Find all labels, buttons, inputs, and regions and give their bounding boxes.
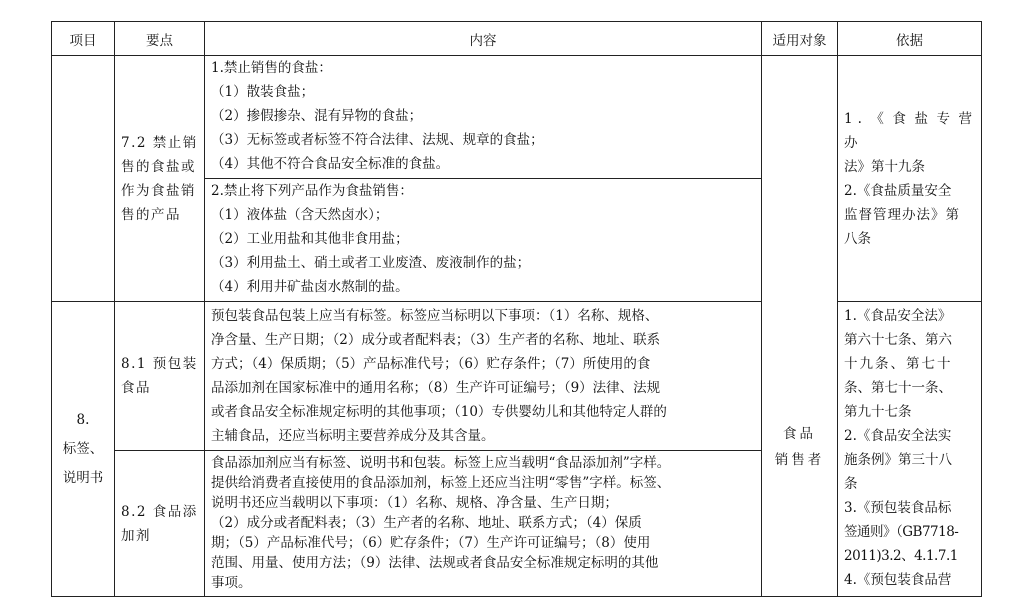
content-7-2 — [205, 56, 762, 302]
header-basis: 依据 — [838, 22, 982, 56]
content-8-1: 预包装食品包装上应当有标签。标签应当标明以下事项：（1）名称、规格、 净含量、生产日期；（2）成分或者配料表；（3）生产者的名称、地址、联系 方式；（4）保质期；（5）产品标准代号；（6）贮存条件；（7）所使用的食 品添加剂在国家标准中的通用名称；（8）生产许可证编号；（9）法律、法规 或者食品安全标准规定标明的其他事项；（10）专供婴幼儿和其他特定人群的 主辅食品，还应当标明主要营养成分及其含量。 — [205, 302, 762, 451]
key-point-8-1: 8.1 预包装 食品 — [115, 302, 205, 451]
header-row — [52, 22, 982, 56]
header-content: 内容 — [205, 22, 762, 56]
header-project: 项目 — [52, 22, 115, 56]
target-cell: 食品 销售者 — [762, 56, 838, 597]
header-target: 适用对象 — [762, 22, 838, 56]
project-cell-empty — [52, 56, 115, 302]
table-row-8-1 — [52, 302, 982, 451]
content-block-2: 2.禁止将下列产品作为食盐销售： （1）液体盐（含天然卤水）； （2）工业用盐和其他非食用盐； （3）利用盐土、硝土或者工业废渣、废液制作的盐； （4）利用井矿盐卤水熬制的盐。 — [205, 178, 761, 299]
basis-7-2: 1.《食盐专营办 法》第十九条 2.《食盐质量安全 监督管理办法》第 八条 — [838, 56, 982, 302]
basis-8: 1.《食品安全法》 第六十七条、第六 十九条、第七十 条、第七十一条、 第九十七条 2.《食品安全法实 施条例》第三十八 条 3.《预包装食品标 签通则》（GB7718- 2011)3.2、4.1.7.1 4.《预包装食品营 — [838, 302, 982, 597]
table-row-7-2 — [52, 56, 982, 302]
regulation-table — [51, 21, 982, 597]
key-point-8-2: 8.2 食品添 加剂 — [115, 451, 205, 597]
content-block-1: 1.禁止销售的食盐： （1）散装食盐； （2）掺假掺杂、混有异物的食盐； （3）无标签或者标签不符合法律、法规、规章的食盐； （4）其他不符合食品安全标准的食盐。 — [211, 60, 544, 172]
key-point-7-2: 7.2 禁止销 售的食盐或 作为食盐销 售的产品 — [115, 56, 205, 302]
content-8-2: 食品添加剂应当有标签、说明书和包装。标签上应当载明“食品添加剂”字样。 提供给消费者直接使用的食品添加剂，标签上还应当注明“零售”字样。标签、 说明书还应当载明以下事项：（1）名称、规格、净含量、生产日期； （2）成分或者配料表；（3）生产者的名称、地址、联系方式；（4）保质 期；（5）产品标准代号；（6）贮存条件；（7）生产许可证编号；（8）使用 范围、用量、使用方法；（9）法律、法规或者食品安全标准规定标明的其他 事项。 — [205, 451, 762, 597]
project-8-label: 8. 标签、 说明书 — [52, 302, 115, 597]
header-key-point: 要点 — [115, 22, 205, 56]
